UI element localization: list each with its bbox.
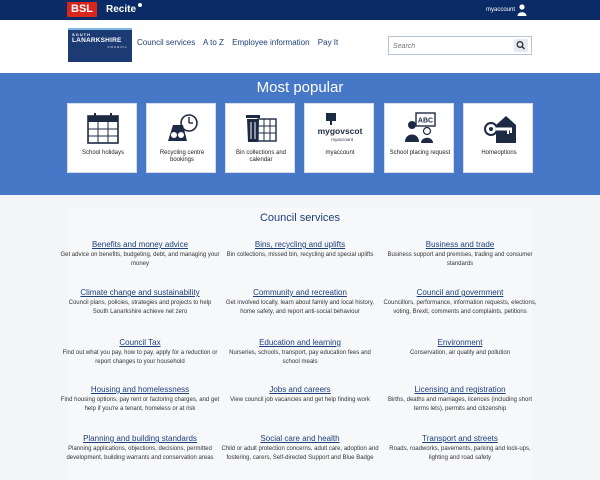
tile-label: School holidays <box>81 150 125 156</box>
service-item <box>380 240 540 269</box>
calendar-icon <box>86 111 120 145</box>
service-item <box>380 338 540 358</box>
service-description: Planning applications, objections, decisions, permitted development, building warrants and conservation areas <box>66 446 214 461</box>
tile-bin-collections[interactable] <box>225 103 295 173</box>
service-item <box>380 385 540 414</box>
tile-school-placing[interactable] <box>384 103 454 173</box>
tile-school-holidays[interactable] <box>67 103 137 173</box>
service-link[interactable]: Environment <box>437 338 483 347</box>
tile-label: Recycling centre bookings <box>159 150 205 163</box>
service-description: Conservation, air quality and pollution <box>409 350 511 356</box>
nav-pay-it[interactable]: Pay It <box>317 38 339 47</box>
council-logo[interactable] <box>68 28 132 62</box>
service-link[interactable]: Jobs and careers <box>269 385 331 394</box>
myaccount-link[interactable]: myaccount <box>486 7 516 13</box>
bin-calendar-icon <box>244 111 278 145</box>
tile-label: Homeoptions <box>481 150 517 156</box>
service-description: Find housing options, pay rent or factoring charges, and get help if you're a tenant, homeless or at risk <box>60 397 220 412</box>
search-icon <box>514 39 528 52</box>
top-bar <box>0 0 600 20</box>
service-link[interactable]: Transport and streets <box>422 434 498 443</box>
key-house-icon <box>482 111 516 145</box>
service-link[interactable]: Council and government <box>416 288 504 297</box>
mygovscot-logo-subtext: myaccount <box>331 137 353 142</box>
recycling-icon <box>165 111 199 145</box>
service-link[interactable]: Licensing and registration <box>414 385 506 394</box>
tile-label: myaccount <box>325 150 355 156</box>
user-icon[interactable] <box>517 4 527 16</box>
recite-icon <box>137 2 143 8</box>
main-nav <box>137 38 344 50</box>
service-item <box>220 338 380 367</box>
logo-line-1: SOUTH <box>72 32 91 37</box>
service-link[interactable]: Business and trade <box>425 240 495 249</box>
council-services-title: Council services <box>259 212 341 224</box>
service-item <box>60 385 220 414</box>
service-item <box>60 240 220 269</box>
mygovscot-logo-text: mygovscot <box>317 126 363 136</box>
service-description: Bin collections, missed bin, recycling and special uplifts <box>226 252 374 258</box>
service-description: Business support and premises, trading and consumer standards <box>387 252 533 267</box>
recite-button[interactable]: Recite <box>106 4 137 15</box>
board-text: ABC <box>417 117 434 125</box>
tile-label: Bin collections and calendar <box>235 150 287 163</box>
nav-a-to-z[interactable]: A to Z <box>203 38 224 47</box>
most-popular-title: Most popular <box>256 79 344 96</box>
service-description: Council plans, policies, strategies and projects to help South Lanarkshire achieve net zero <box>68 300 212 315</box>
service-item <box>380 434 540 463</box>
search-input[interactable] <box>393 40 511 52</box>
tile-label: School placing request <box>389 150 451 156</box>
service-description: Get involved locally, learn about family and local history, home safety, and report anti-social behaviour <box>225 300 375 315</box>
service-description: Births, deaths and marriages, licences (including short terms lets), permits and citizenship <box>387 397 533 412</box>
service-link[interactable]: Council Tax <box>119 338 161 347</box>
service-item <box>220 385 380 405</box>
service-item <box>60 338 220 367</box>
service-description: Nurseries, schools, transport, pay education fees and school meals <box>229 350 371 365</box>
nav-council-services[interactable]: Council services <box>137 38 196 47</box>
bsl-button[interactable]: BSL <box>67 2 97 17</box>
service-link[interactable]: Climate change and sustainability <box>80 288 200 297</box>
service-link[interactable]: Planning and building standards <box>83 434 197 443</box>
tile-myaccount[interactable] <box>304 103 374 173</box>
service-description: Councillors, performance, information requests, elections, voting, Brexit, comments and complaints, petitions <box>383 300 537 315</box>
service-description: Get advice on benefits, budgeting, debt, and managing your money <box>60 252 220 267</box>
search-box <box>388 36 532 55</box>
mygovscot-icon <box>317 111 363 145</box>
logo-line-3: COUNCIL <box>107 45 128 49</box>
service-item <box>60 434 220 463</box>
service-item <box>220 288 380 317</box>
logo-line-2: LANARKSHIRE <box>72 37 122 44</box>
service-link[interactable]: Community and recreation <box>253 288 347 297</box>
nav-employee-information[interactable]: Employee information <box>232 38 310 47</box>
service-item <box>220 240 380 260</box>
service-item <box>220 434 380 463</box>
service-link[interactable]: Housing and homelessness <box>90 385 190 394</box>
service-description: Find out what you pay, how to pay, apply for a reduction or report changes to your household <box>62 350 218 365</box>
search-button[interactable] <box>514 39 528 52</box>
service-link[interactable]: Social care and health <box>260 434 340 443</box>
service-item <box>380 288 540 317</box>
service-description: Roads, roadworks, pavements, parking and lock-ups, lighting and road safety <box>389 446 531 461</box>
abc-school-icon <box>403 111 437 145</box>
tile-recycling-centre[interactable] <box>146 103 216 173</box>
service-link[interactable]: Bins, recycling and uplifts <box>254 240 346 249</box>
service-link[interactable]: Education and learning <box>259 338 341 347</box>
service-item <box>60 288 220 317</box>
service-link[interactable]: Benefits and money advice <box>91 240 189 249</box>
service-description: View council job vacancies and get help finding work <box>230 397 370 403</box>
tile-homeoptions[interactable] <box>463 103 533 173</box>
service-description: Child or adult protection concerns, adult care, adoption and fostering, carers, Self-directed Support and Blue Badge <box>221 446 379 461</box>
